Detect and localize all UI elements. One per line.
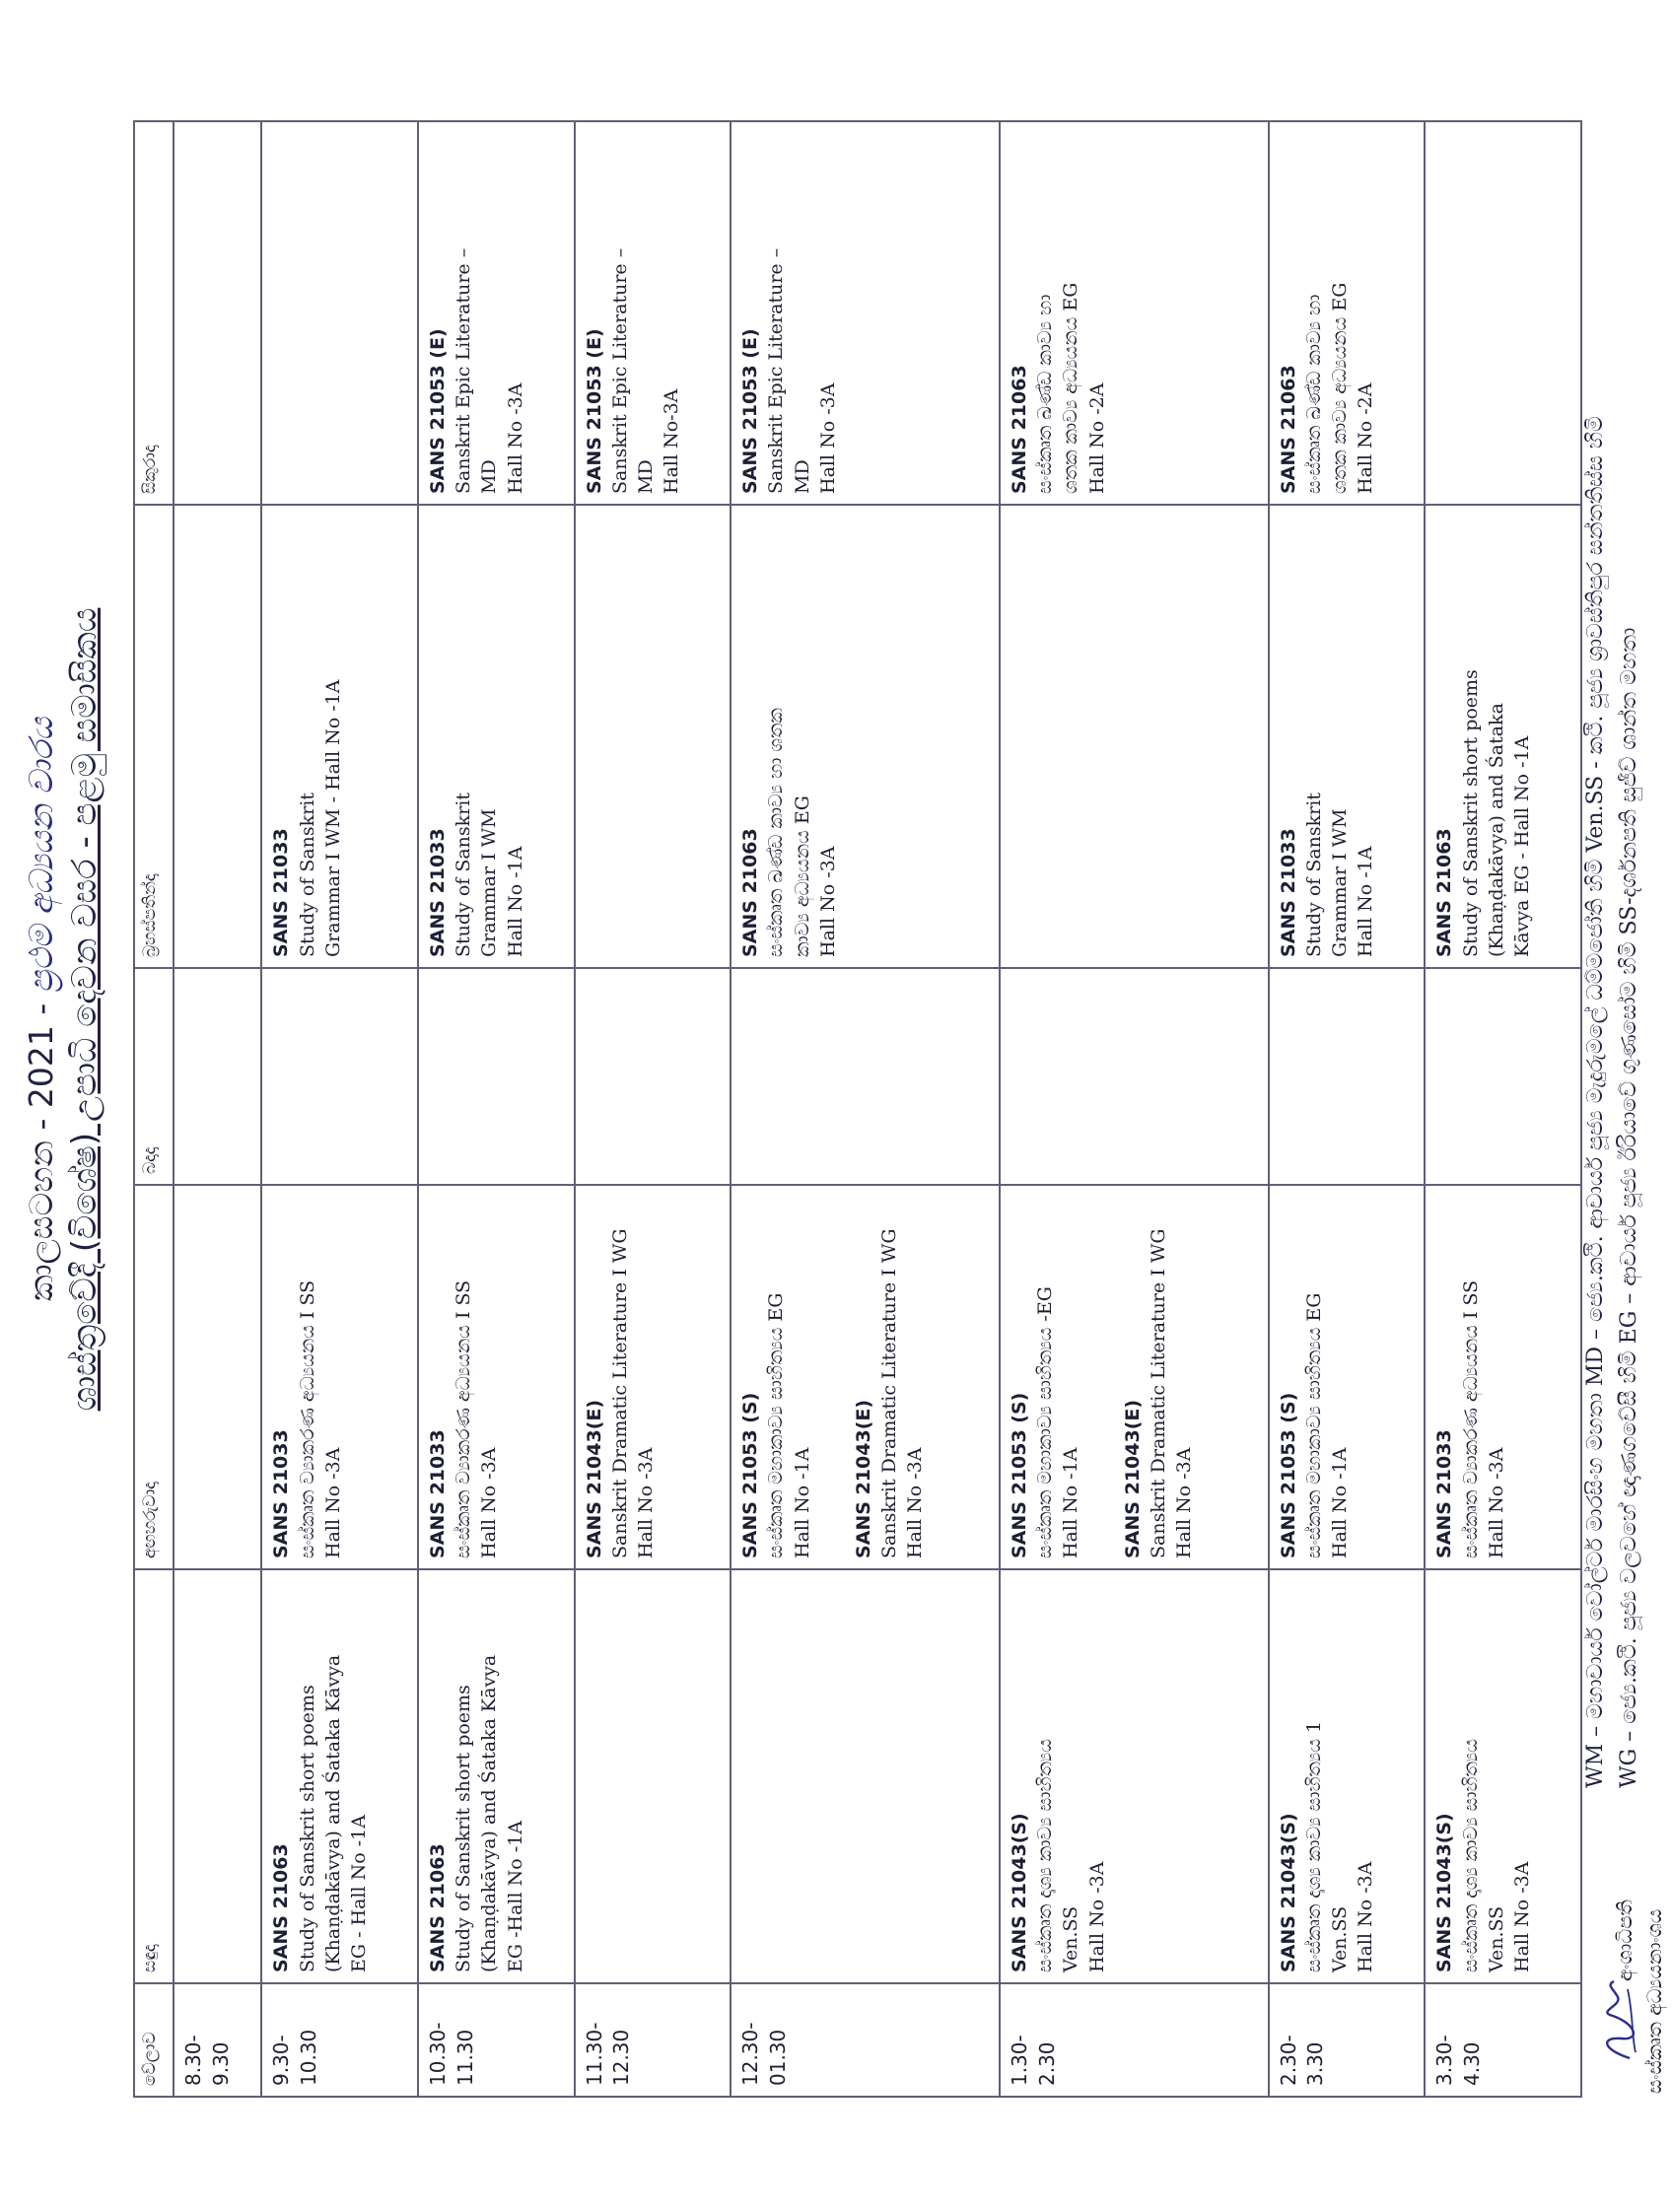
timetable-cell — [1425, 505, 1581, 968]
course-title: සංස්කෘත මහාකාව්‍ය සාහිත්‍යය EG — [1302, 1292, 1325, 1558]
timetable-cell — [1425, 1569, 1581, 1983]
course-detail: EG -Hall No -1A — [504, 1821, 526, 1972]
course-entry — [1120, 1196, 1198, 1558]
timetable-cell — [174, 121, 261, 505]
course-code: SANS 21043(E) — [583, 1399, 605, 1558]
time-slot — [1269, 1983, 1426, 2097]
course-entry — [737, 516, 841, 957]
course-title: Sanskrit Dramatic Literature I WG — [878, 1228, 901, 1558]
course-detail: Ven.SS — [1485, 1905, 1507, 1972]
course-title: සංස්කෘත දෘශ්‍ය කාව්‍ය සාහිත්‍යය — [1034, 1738, 1057, 1972]
timetable-cell — [261, 121, 418, 505]
course-detail: Hall No -3A — [321, 1447, 344, 1558]
course-detail: Hall No -3A — [634, 1447, 657, 1558]
lecturer-legend-line-1: WM – මහාචාර්ය වෝල්ටර් මාරසිංහ මහතා MD – ජ්‍යෙ.කථි. ආචාර්ය පූජ්‍ය මැදුරුමලේ ධම්මජෝති හිමි Ven.SS - කථි. පූජ්‍ය ශ්‍රාවස්තිපුර සන්තතිස්ස හිමි — [1583, 416, 1608, 1788]
course-title: Study of Sanskrit — [296, 793, 318, 957]
timetable-cell — [1269, 1569, 1426, 1983]
course-detail: Grammar I WM - Hall No -1A — [321, 679, 344, 957]
course-code: SANS 21063 — [426, 1843, 449, 1972]
course-detail: Hall No -3A — [504, 382, 526, 494]
course-code: SANS 21033 — [426, 1429, 449, 1558]
time-slot — [1000, 1983, 1269, 2097]
column-header-2: අඟහරුවාදා — [134, 1185, 174, 1569]
time-slot — [575, 1983, 732, 2097]
course-code: SANS 21053 (E) — [583, 328, 605, 494]
course-entry — [1007, 1580, 1110, 1972]
course-detail: Hall No-3A — [661, 388, 683, 494]
course-title: සංස්කෘත ව්‍යාකරණ අධ්‍යයනය I SS — [453, 1279, 475, 1558]
timetable-cell — [1269, 505, 1426, 968]
course-detail: Hall No -1A — [791, 1447, 813, 1558]
course-title: Study of Sanskrit — [453, 793, 475, 957]
course-title: සංස්කෘත මහාකාව්‍ය සාහිත්‍යය -EG — [1034, 1286, 1057, 1558]
course-detail: Hall No -2A — [1355, 382, 1377, 494]
timetable-cell — [731, 121, 1000, 505]
course-detail: Ven.SS — [1060, 1905, 1082, 1972]
course-entry — [851, 1196, 929, 1558]
timetable-cell — [261, 1185, 418, 1569]
course-detail: Hall No -3A — [478, 1447, 501, 1558]
timetable-row — [174, 121, 261, 2097]
time-slot-text: 11.30- — [582, 2022, 606, 2086]
time-slot-text: 1.30- — [1007, 2035, 1031, 2086]
course-code: SANS 21063 — [1433, 828, 1456, 957]
course-title: සංස්කෘත ව්‍යාකරණ අධ්‍යයනය I SS — [296, 1279, 318, 1558]
timetable-cell — [1269, 1185, 1426, 1569]
page-title — [22, 4, 61, 2015]
course-detail: Hall No -3A — [904, 1447, 927, 1558]
timetable-cell — [731, 968, 1000, 1185]
course-detail: Ven.SS — [1329, 1905, 1352, 1972]
course-detail: EG - Hall No -1A — [347, 1815, 370, 1972]
timetable-cell — [1269, 968, 1426, 1185]
time-slot — [1425, 1983, 1581, 2097]
time-slot-text: 4.30 — [1459, 2041, 1484, 2086]
course-code: SANS 21033 — [270, 1429, 293, 1558]
timetable-cell — [575, 968, 732, 1185]
timetable-cell — [575, 1569, 732, 1983]
timetable-cell — [261, 505, 418, 968]
course-title: ශතක කාව්‍ය අධ්‍යයනය EG — [1329, 282, 1352, 494]
timetable-row — [418, 121, 575, 2097]
timetable-cell — [731, 505, 1000, 968]
course-title: සංස්කෘත ඛණ්ඩ කාව්‍ය හා — [1302, 294, 1325, 494]
course-code: SANS 21053 (E) — [426, 328, 449, 494]
time-slot-text: 01.30 — [765, 2029, 790, 2086]
course-title: ශතක කාව්‍ය අධ්‍යයනය EG — [1060, 282, 1082, 494]
time-slot-text: 8.30- — [181, 2035, 205, 2086]
course-title: සංස්කෘත ව්‍යාකරණ අධ්‍යයනය I SS — [1459, 1279, 1482, 1558]
course-detail: Hall No -3A — [816, 846, 839, 957]
course-detail: Hall No -3A — [1485, 1447, 1507, 1558]
course-detail: Hall No -3A — [1173, 1447, 1196, 1558]
time-slot-text: 3.30 — [1303, 2041, 1328, 2086]
course-entry — [1431, 1580, 1535, 1972]
timetable-cell — [418, 505, 575, 968]
course-detail: Hall No -1A — [1060, 1447, 1082, 1558]
timetable-cell — [174, 1569, 261, 1983]
timetable-row — [1000, 121, 1269, 2097]
course-title: (Khaṇḍakāvya) and Śataka Kāvya — [321, 1654, 344, 1972]
column-header-3: බදාදා — [134, 968, 174, 1185]
time-slot — [418, 1983, 575, 2097]
course-title: සංස්කෘත මහාකාව්‍ය සාහිත්‍යය EG — [765, 1292, 788, 1558]
timetable-row — [1269, 121, 1426, 2097]
course-entry — [1431, 1196, 1509, 1558]
timetable-cell — [418, 968, 575, 1185]
course-entry — [1007, 132, 1110, 494]
course-title: කාව්‍ය අධ්‍යයනය EG — [791, 795, 813, 957]
signature — [1592, 1977, 1643, 2066]
course-entry — [737, 1196, 815, 1558]
course-title: (Khaṇḍakāvya) and Śataka — [1485, 703, 1507, 957]
timetable-cell — [418, 121, 575, 505]
column-header-0: වේලාව — [134, 1983, 174, 2097]
course-code: SANS 21043(S) — [1277, 1813, 1299, 1972]
course-title: සංස්කෘත දෘශ්‍ය කාව්‍ය සාහිත්‍යය 1 — [1302, 1720, 1325, 1972]
timetable-cell — [1000, 121, 1269, 505]
course-entry — [1276, 516, 1379, 957]
time-slot-text: 9.30 — [208, 2041, 233, 2086]
timetable-cell — [1425, 968, 1581, 1185]
course-code: SANS 21053 (S) — [739, 1392, 762, 1558]
course-entry — [1276, 132, 1379, 494]
course-detail: Hall No -1A — [1355, 846, 1377, 957]
time-slot-text: 10.30- — [425, 2022, 450, 2086]
course-detail: Hall No -1A — [504, 846, 526, 957]
course-title: (Khaṇḍakāvya) and Śataka Kāvya — [478, 1654, 501, 1972]
time-slot-text: 9.30- — [269, 2035, 294, 2086]
timetable-cell — [418, 1569, 575, 1983]
course-entry — [425, 132, 528, 494]
course-title: Sanskrit Epic Literature – — [608, 247, 631, 494]
timetable-row — [575, 121, 732, 2097]
timetable-cell — [261, 1569, 418, 1983]
course-detail: Hall No -3A — [816, 382, 839, 494]
course-code: SANS 21043(E) — [1121, 1399, 1144, 1558]
course-entry — [1276, 1196, 1354, 1558]
course-title: MD — [634, 459, 657, 494]
course-title: Sanskrit Dramatic Literature I WG — [608, 1228, 631, 1558]
course-code: SANS 21033 — [426, 828, 449, 957]
timetable-cell — [731, 1569, 1000, 1983]
timetable-cell — [1000, 505, 1269, 968]
timetable-cell — [1425, 121, 1581, 505]
course-detail: Hall No -3A — [1355, 1861, 1377, 1972]
time-slot — [174, 1983, 261, 2097]
course-detail: Kāvya EG - Hall No -1A — [1510, 735, 1533, 957]
course-entry — [425, 516, 528, 957]
course-title: Sanskrit Epic Literature – — [765, 247, 788, 494]
department-name: සංස්කෘත අධ්‍යයනාංශය — [1642, 1908, 1666, 2094]
course-entry — [1276, 1580, 1379, 1972]
column-header-4: බ්‍රහස්පතින්දා — [134, 505, 174, 968]
course-code: SANS 21043(E) — [852, 1399, 874, 1558]
course-title: සංස්කෘත ඛණ්ඩ කාව්‍ය හා ශතක — [765, 708, 788, 957]
timetable-cell — [418, 1185, 575, 1569]
time-slot — [731, 1983, 1000, 2097]
timetable-cell — [1269, 121, 1426, 505]
timetable-row — [731, 121, 1000, 2097]
course-entry — [268, 1196, 346, 1558]
course-entry — [268, 1580, 372, 1972]
timetable-cell — [575, 1185, 732, 1569]
course-title: Sanskrit Epic Literature – — [453, 247, 475, 494]
course-code: SANS 21063 — [1008, 365, 1030, 494]
course-entry — [1431, 516, 1535, 957]
time-slot-text: 2.30- — [1276, 2035, 1300, 2086]
time-slot — [261, 1983, 418, 2097]
course-entry — [268, 516, 346, 957]
timetable-cell — [174, 1185, 261, 1569]
timetable-cell — [174, 968, 261, 1185]
timetable-cell — [261, 968, 418, 1185]
course-title: සංස්කෘත ඛණ්ඩ කාව්‍ය හා — [1034, 294, 1057, 494]
time-slot-text: 10.30 — [296, 2029, 320, 2086]
course-title: Study of Sanskrit short poems — [296, 1685, 318, 1972]
title-printed: කාලසටහන - 2021 - — [22, 1002, 60, 1302]
course-code: SANS 21063 — [270, 1843, 293, 1972]
course-detail: Hall No -1A — [1329, 1447, 1352, 1558]
signatory-title: අංශාධිපති — [1613, 1900, 1637, 1981]
timetable-row — [261, 121, 418, 2097]
course-title: සංස්කෘත දෘශ්‍ය කාව්‍ය සාහිත්‍යය — [1459, 1738, 1482, 1972]
column-header-5: සිකුරාදා — [134, 121, 174, 505]
course-entry — [425, 1196, 503, 1558]
time-slot-text: 2.30 — [1034, 2041, 1059, 2086]
course-title: Study of Sanskrit short poems — [453, 1685, 475, 1972]
timetable-cell — [1000, 1569, 1269, 1983]
timetable-cell — [575, 505, 732, 968]
timetable-cell — [575, 121, 732, 505]
course-title: Study of Sanskrit short poems — [1459, 669, 1482, 957]
timetable-cell — [1000, 1185, 1269, 1569]
course-code: SANS 21063 — [739, 828, 762, 957]
course-title: MD — [791, 459, 813, 494]
course-code: SANS 21033 — [1433, 1429, 1456, 1558]
course-code: SANS 21063 — [1277, 365, 1299, 494]
course-entry — [582, 132, 685, 494]
course-detail: Hall No -3A — [1510, 1861, 1533, 1972]
course-code: SANS 21033 — [270, 828, 293, 957]
course-detail: Hall No -3A — [1085, 1861, 1108, 1972]
timetable-row — [1425, 121, 1581, 2097]
time-slot-text: 12.30 — [609, 2029, 634, 2086]
page-subtitle: ශාස්ත්‍රවේදී (විශේෂ) උපාධි දෙවන වසර - පළමු සමාසිකය — [65, 607, 104, 1412]
course-entry — [425, 1580, 528, 1972]
timetable — [133, 120, 1582, 2098]
course-title: MD — [478, 459, 501, 494]
course-code: SANS 21053 (E) — [739, 328, 762, 494]
course-entry — [1007, 1196, 1084, 1558]
course-entry — [582, 1196, 660, 1558]
course-code: SANS 21053 (S) — [1277, 1392, 1299, 1558]
column-header-1: සඳුදා — [134, 1569, 174, 1983]
course-title: Grammar I WM — [1329, 808, 1352, 957]
course-code: SANS 21043(S) — [1433, 1813, 1456, 1972]
timetable-cell — [1425, 1185, 1581, 1569]
header-row — [134, 121, 174, 2097]
course-detail: Hall No -2A — [1085, 382, 1108, 494]
time-slot-text: 3.30- — [1432, 2035, 1457, 2086]
course-title: Sanskrit Dramatic Literature I WG — [1147, 1228, 1169, 1558]
time-slot-text: 11.30 — [453, 2029, 477, 2086]
timetable-cell — [174, 505, 261, 968]
timetable-cell — [731, 1185, 1000, 1569]
lecturer-legend-line-2: WG – ජ්‍යෙ.කථි. පූජ්‍ය වලවහේ ඥාණගවේසී හිමි EG – ආචාර්ය පූජ්‍ය ඊරියාවේ ගුණසෝම හිමි SS-දර්ශනපති සුජීව් ශාන්ත මහතා — [1617, 627, 1641, 1788]
time-slot-text: 12.30- — [738, 2022, 763, 2086]
course-code: SANS 21053 (S) — [1008, 1392, 1030, 1558]
course-title: Study of Sanskrit — [1302, 793, 1325, 957]
title-handwritten: ප්‍රථම අධ්‍යයන වාරය — [22, 717, 60, 994]
course-entry — [737, 132, 841, 494]
course-title: Grammar I WM — [478, 808, 501, 957]
course-code: SANS 21043(S) — [1008, 1813, 1030, 1972]
timetable-cell — [1000, 968, 1269, 1185]
course-code: SANS 21033 — [1277, 828, 1299, 957]
